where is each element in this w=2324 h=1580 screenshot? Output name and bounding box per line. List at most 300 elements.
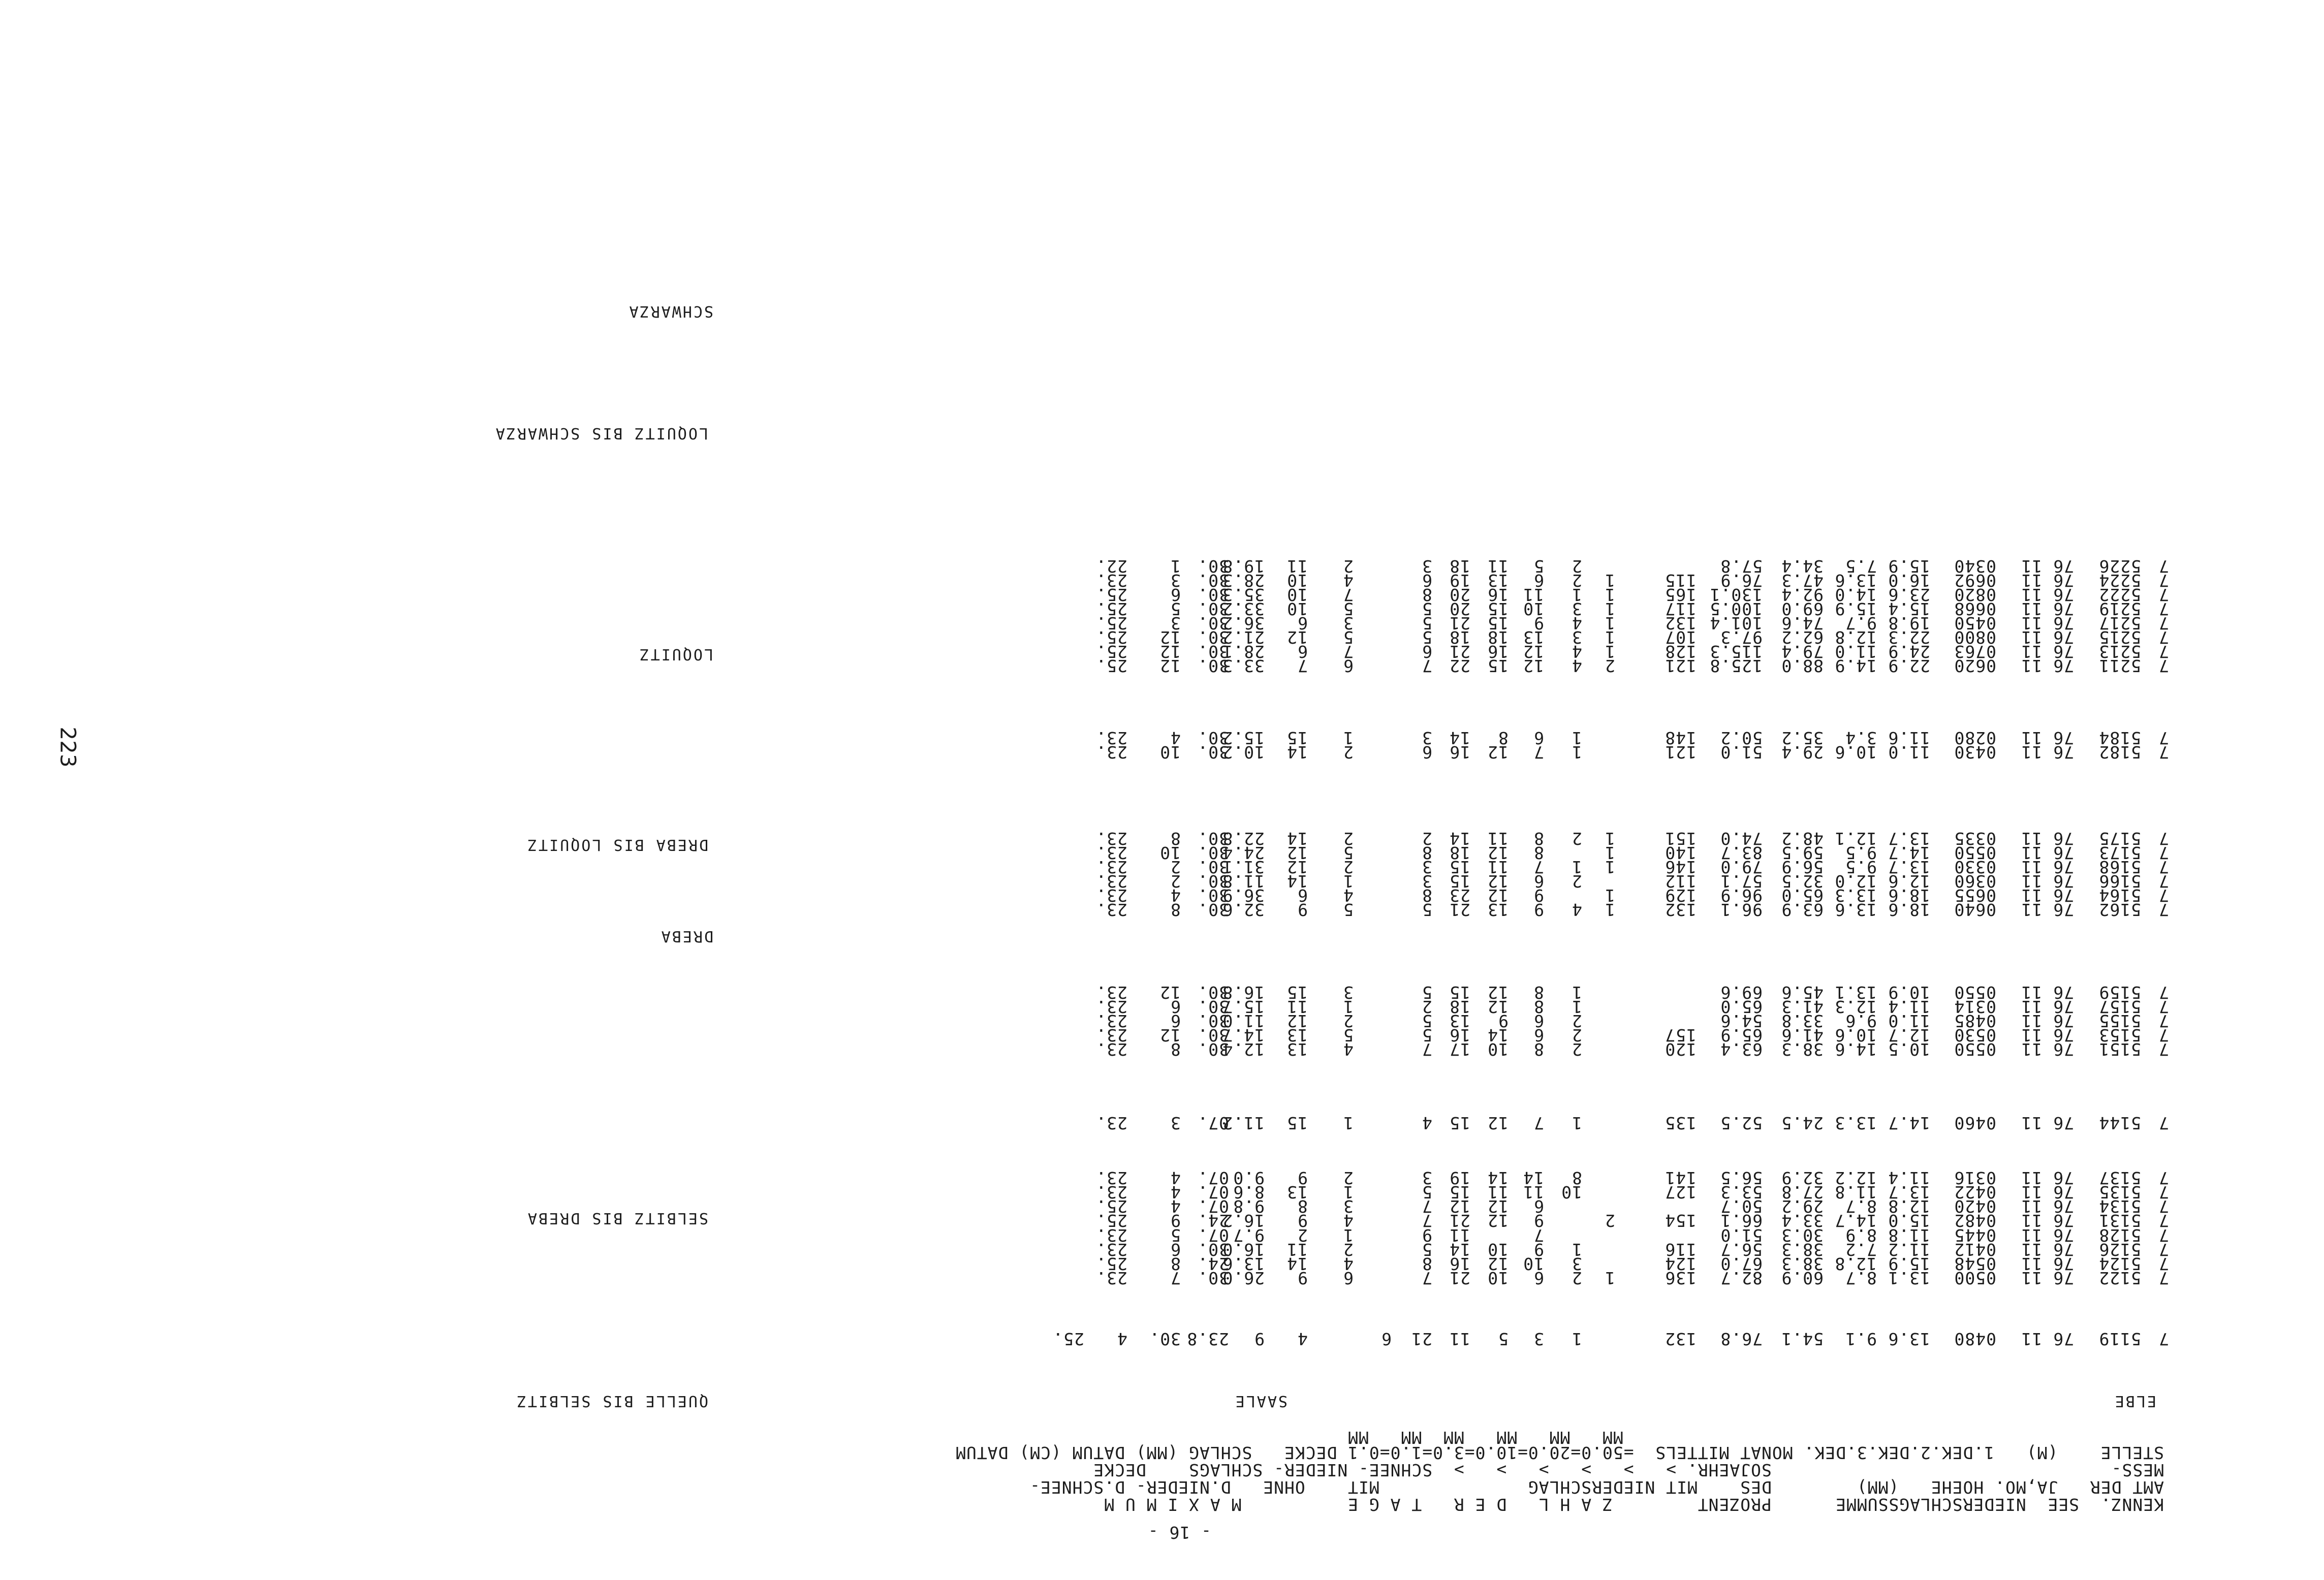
table-cell: 25. — [1095, 1211, 1127, 1230]
table-cell: 76 11 — [2021, 1182, 2074, 1202]
table-cell: 47.3 — [1781, 571, 1824, 590]
table-cell: 9.6 — [1845, 1011, 1877, 1031]
table-cell: 15.2 — [1222, 728, 1265, 748]
table-cell: 1 — [1605, 585, 1615, 605]
table-cell: 6 — [1170, 1240, 1181, 1259]
table-cell: 4 — [1297, 1329, 1308, 1349]
table-cell: 1 — [1572, 997, 1582, 1017]
table-cell: 82.7 — [1720, 1268, 1763, 1288]
table-cell: 21 — [1449, 900, 1470, 920]
table-cell: 3 — [1170, 1113, 1181, 1133]
table-cell: 30. — [1197, 983, 1229, 1002]
table-cell: 30. — [1197, 1011, 1229, 1031]
table-cell: 7 — [1533, 857, 1544, 877]
table-cell: 5 — [1343, 599, 1354, 619]
table-cell: 13.3 — [1834, 886, 1877, 905]
table-cell: 6 — [1343, 656, 1354, 676]
table-cell: 11 — [1449, 1225, 1470, 1245]
table-cell: 12 — [1286, 843, 1308, 863]
table-cell: 15 — [1449, 871, 1470, 891]
table-cell: 11 — [1523, 585, 1544, 605]
table-cell: 1 — [1605, 613, 1615, 633]
table-cell: 3 — [1343, 1196, 1354, 1216]
table-cell: 24. — [1197, 1254, 1229, 1274]
table-cell: 120 — [1665, 1039, 1697, 1059]
table-cell: 4 — [1422, 1113, 1432, 1133]
table-cell: 0548 — [1954, 1254, 1996, 1274]
table-cell: 5 — [1170, 599, 1181, 619]
table-cell: 2 — [1343, 556, 1354, 576]
table-cell: 20 — [1449, 585, 1470, 605]
table-cell: 2 — [1605, 656, 1615, 676]
table-cell: 5 — [1422, 599, 1432, 619]
table-cell: 50.2 — [1720, 728, 1763, 748]
table-cell: 50.7 — [1720, 1196, 1763, 1216]
table-cell: 2 — [1297, 1225, 1308, 1245]
table-cell: 5173 — [2098, 843, 2141, 863]
table-cell: 33.4 — [1781, 1211, 1824, 1230]
table-cell: 5219 — [2098, 599, 2141, 619]
table-cell: 117 — [1665, 599, 1697, 619]
table-cell: 100.5 — [1709, 599, 1763, 619]
table-cell: 2 — [1572, 1268, 1582, 1288]
table-cell: 11.4 — [1888, 1168, 1930, 1188]
table-cell: 76 11 — [2021, 1113, 2074, 1133]
table-cell: 57.8 — [1720, 556, 1763, 576]
table-cell: 3 — [1422, 728, 1432, 748]
table-cell: 135 — [1665, 1113, 1697, 1133]
table-cell: 35.2 — [1781, 728, 1824, 748]
table-cell: 0620 — [1954, 656, 1996, 676]
header-line-3: MESS- SOJAEHR. > > > > > > SCHNEE- NIEDER- SCHLAGS DECKE — [1093, 1460, 2164, 1480]
table-cell: 4 — [1572, 642, 1582, 661]
table-cell: 7 — [2158, 1225, 2169, 1245]
table-cell: 12 — [1286, 1011, 1308, 1031]
table-cell: 76 11 — [2021, 997, 2074, 1017]
table-cell: 0280 — [1954, 728, 1996, 748]
table-cell: 22.9 — [1888, 656, 1930, 676]
table-cell: 1 — [1605, 627, 1615, 647]
table-cell: 11.6 — [1888, 728, 1930, 748]
table-cell: 76 11 — [2021, 857, 2074, 877]
table-cell: 2 — [1343, 857, 1354, 877]
table-cell: 4 — [1572, 656, 1582, 676]
table-cell: 0820 — [1954, 585, 1996, 605]
table-cell: 59.5 — [1781, 843, 1824, 863]
table-cell: 10.6 — [1834, 742, 1877, 762]
table-cell: 32.9 — [1781, 1168, 1824, 1188]
table-cell: 23. — [1095, 1240, 1127, 1259]
table-cell: 5168 — [2098, 857, 2141, 877]
table-cell: 116 — [1665, 1240, 1697, 1259]
table-cell: 5 — [1422, 1025, 1432, 1045]
table-cell: 10 — [1523, 599, 1544, 619]
table-cell: 141 — [1665, 1168, 1697, 1188]
table-cell: 30. — [1197, 571, 1229, 590]
table-cell: 13.7 — [1888, 829, 1930, 848]
table-cell: 11 — [1487, 1182, 1509, 1202]
table-cell: 6 — [1533, 871, 1544, 891]
table-cell: 14.7 — [1888, 1113, 1930, 1133]
table-cell: 2 — [1170, 871, 1181, 891]
table-cell: 7 — [1297, 656, 1308, 676]
table-cell: 10 — [1286, 571, 1308, 590]
table-cell: 76 11 — [2021, 1196, 2074, 1216]
table-cell: 34.4 — [1781, 556, 1824, 576]
table-cell: 7 — [2158, 983, 2169, 1002]
table-cell: 7 — [2158, 857, 2169, 877]
table-cell: 76 11 — [2021, 656, 2074, 676]
table-cell: 14.7 — [1834, 1211, 1877, 1230]
table-cell: 6 — [1297, 613, 1308, 633]
table-cell: 76 11 — [2021, 599, 2074, 619]
table-cell: 0668 — [1954, 599, 1996, 619]
table-cell: 0500 — [1954, 1268, 1996, 1288]
table-cell: 19.8 — [1888, 613, 1930, 633]
table-cell: 24. — [1197, 1211, 1229, 1230]
table-cell: 15 — [1286, 728, 1308, 748]
table-cell: 76 11 — [2021, 642, 2074, 661]
table-cell: 2 — [1572, 1025, 1582, 1045]
table-cell: 12 — [1159, 1025, 1181, 1045]
header-line-1: KENNZ. SEE NIEDERSCHLAGSSUMME PROZENT Z A H L D E R T A G E M A X I M U M — [1104, 1495, 2164, 1514]
table-cell: 12.1 — [1834, 829, 1877, 848]
table-cell: 30.3 — [1781, 1225, 1824, 1245]
table-cell: 0314 — [1954, 997, 1996, 1017]
table-cell: 148 — [1665, 728, 1697, 748]
table-cell: 3 — [1422, 1168, 1432, 1188]
table-cell: 18 — [1449, 843, 1470, 863]
table-cell: 45.6 — [1781, 983, 1824, 1002]
table-cell: 3 — [1343, 983, 1354, 1002]
table-cell: 6 — [1381, 1329, 1392, 1349]
table-cell: 15 — [1449, 857, 1470, 877]
table-cell: 12.0 — [1834, 871, 1877, 891]
table-cell: 10 — [1523, 1254, 1544, 1274]
table-cell: 2 — [1572, 1039, 1582, 1059]
table-cell: 0550 — [1954, 843, 1996, 863]
table-cell: 65.0 — [1781, 886, 1824, 905]
table-cell: 25. — [1095, 599, 1127, 619]
table-cell: 76 11 — [2021, 983, 2074, 1002]
table-cell: 30. — [1197, 656, 1229, 676]
table-cell: 6 — [1533, 571, 1544, 590]
table-cell: 32.6 — [1222, 900, 1265, 920]
table-cell: 22. — [1095, 556, 1127, 576]
table-cell: 12 — [1159, 983, 1181, 1002]
table-cell: 6 — [1297, 642, 1308, 661]
table-cell: 30. — [1197, 886, 1229, 905]
table-cell: 54.6 — [1720, 1011, 1763, 1031]
table-cell: 115 — [1665, 571, 1697, 590]
table-cell: 76 11 — [2021, 1039, 2074, 1059]
table-cell: 5126 — [2098, 1240, 2141, 1259]
table-cell: 1 — [1572, 1329, 1582, 1349]
table-cell: 69.6 — [1720, 983, 1763, 1002]
table-cell: 88.0 — [1781, 656, 1824, 676]
table-cell: 65.0 — [1720, 997, 1763, 1017]
table-cell: 76 11 — [2021, 1240, 2074, 1259]
table-cell: 18 — [1449, 997, 1470, 1017]
table-cell: 132 — [1665, 900, 1697, 920]
table-cell: 0550 — [1954, 1039, 1996, 1059]
table-cell: 12 — [1523, 642, 1544, 661]
table-cell: 13.6 — [1834, 571, 1877, 590]
table-cell: 9 — [1533, 1240, 1544, 1259]
table-cell: 0460 — [1954, 1113, 1996, 1133]
table-cell: 10 — [1159, 742, 1181, 762]
table-cell: 52.5 — [1720, 1113, 1763, 1133]
table-cell: 8.9 — [1845, 1225, 1877, 1245]
table-cell: 76 11 — [2021, 843, 2074, 863]
table-cell: 4 — [1117, 1329, 1127, 1349]
table-cell: 16.0 — [1222, 1240, 1265, 1259]
table-cell: 0335 — [1954, 829, 1996, 848]
table-cell: 15 — [1487, 599, 1509, 619]
table-cell: 112 — [1665, 871, 1697, 891]
table-cell: 12 — [1487, 1211, 1509, 1230]
table-cell: 76 11 — [2021, 886, 2074, 905]
table-cell: 60.9 — [1781, 1268, 1824, 1288]
table-cell: 0360 — [1954, 871, 1996, 891]
table-cell: 30. — [1197, 599, 1229, 619]
table-cell: 10 — [1286, 585, 1308, 605]
table-cell: 11.2 — [1222, 1113, 1265, 1133]
table-cell: 5184 — [2098, 728, 2141, 748]
table-cell: 4 — [1170, 728, 1181, 748]
table-cell: 7 — [2158, 1329, 2169, 1349]
section-title: LOQUITZ — [638, 645, 713, 663]
table-cell: 8 — [1422, 843, 1432, 863]
table-cell: 9 — [1297, 1268, 1308, 1288]
table-cell: 24.5 — [1781, 1113, 1824, 1133]
header-line-4: STELLE (M) 1.DEK.2.DEK.3.DEK. MONAT MITTELS =50.0=20.0=10.0=3.0=1.0=0.1 DECKE SCHLAG (MM) DATUM (CM) DATUM — [955, 1443, 2164, 1463]
table-cell: 7 — [1343, 585, 1354, 605]
table-cell: 51.0 — [1720, 742, 1763, 762]
table-cell: 76 11 — [2021, 1168, 2074, 1188]
table-cell: 14 — [1523, 1168, 1544, 1188]
table-cell: 9 — [1533, 613, 1544, 633]
table-cell: 14 — [1286, 1254, 1308, 1274]
table-cell: 0480 — [1954, 1329, 1996, 1349]
header-line-2: AMT DER JA,MO. HOEHE (MM) DES MIT NIEDERSCHLAG MIT OHNE D.NIEDER- D.SCHNEE- — [1029, 1477, 2164, 1497]
table-cell: 14 — [1286, 871, 1308, 891]
table-cell: 17 — [1449, 1039, 1470, 1059]
table-cell: 21 — [1449, 1268, 1470, 1288]
table-cell: 5 — [1343, 900, 1354, 920]
table-cell: 5155 — [2098, 1011, 2141, 1031]
table-cell: 41.6 — [1781, 1025, 1824, 1045]
table-cell: 0485 — [1954, 1011, 1996, 1031]
table-cell: 56.5 — [1720, 1168, 1763, 1188]
table-cell: 12 — [1487, 871, 1509, 891]
table-cell: 7 — [2158, 829, 2169, 848]
table-cell: 15 — [1487, 656, 1509, 676]
table-cell: 65.9 — [1720, 1025, 1763, 1045]
table-cell: 9.8 — [1233, 1196, 1265, 1216]
table-cell: 25. — [1095, 585, 1127, 605]
table-cell: 7 — [2158, 1196, 2169, 1216]
table-cell: 76.9 — [1720, 571, 1763, 590]
table-cell: 32.5 — [1781, 871, 1824, 891]
table-cell: 121 — [1665, 742, 1697, 762]
table-cell: 21 — [1449, 642, 1470, 661]
table-cell: 5 — [1170, 1225, 1181, 1245]
table-cell: 4 — [1170, 886, 1181, 905]
table-cell: 10 — [1561, 1182, 1582, 1202]
table-cell: 30. — [1197, 857, 1229, 877]
table-cell: 8 — [1422, 1254, 1432, 1274]
table-cell: 12 — [1487, 886, 1509, 905]
table-cell: 25. — [1095, 642, 1127, 661]
table-cell: 4 — [1343, 886, 1354, 905]
table-cell: 19.8 — [1222, 556, 1265, 576]
table-cell: 7 — [1422, 1211, 1432, 1230]
table-cell: 07. — [1197, 1225, 1229, 1245]
table-cell: 16.2 — [1222, 1211, 1265, 1230]
table-cell: 12.8 — [1834, 1254, 1877, 1274]
table-cell: 5222 — [2098, 585, 2141, 605]
table-cell: 76 11 — [2021, 1254, 2074, 1274]
table-cell: 9 — [1422, 1225, 1432, 1245]
table-cell: 25. — [1095, 656, 1127, 676]
table-cell: 24.9 — [1888, 642, 1930, 661]
table-cell: 0412 — [1954, 1240, 1996, 1259]
table-cell: 74.0 — [1720, 829, 1763, 848]
table-cell: 5 — [1343, 1025, 1354, 1045]
table-cell: 7 — [2158, 571, 2169, 590]
table-cell: 30. — [1197, 1268, 1229, 1288]
table-cell: 48.2 — [1781, 829, 1824, 848]
table-cell: 2 — [1422, 997, 1432, 1017]
table-cell: 76 11 — [2021, 571, 2074, 590]
table-cell: 7 — [2158, 1039, 2169, 1059]
table-cell: 8 — [1533, 843, 1544, 863]
table-cell: 33.3 — [1222, 656, 1265, 676]
table-cell: 15 — [1487, 613, 1509, 633]
table-cell: 5135 — [2098, 1182, 2141, 1202]
table-cell: 115.3 — [1709, 642, 1763, 661]
table-cell: 6 — [1533, 1268, 1544, 1288]
table-cell: 13.3 — [1834, 1113, 1877, 1133]
table-cell: 22 — [1449, 656, 1470, 676]
table-cell: 9.0 — [1233, 1168, 1265, 1188]
table-cell: 13.7 — [1888, 857, 1930, 877]
table-cell: 63.4 — [1720, 1039, 1763, 1059]
table-cell: 23.8 — [1186, 1329, 1229, 1349]
table-cell: 31.1 — [1222, 857, 1265, 877]
table-cell: 0450 — [1954, 613, 1996, 633]
table-cell: 25. — [1095, 1196, 1127, 1216]
table-cell: 13.6 — [1888, 1329, 1930, 1349]
table-cell: 13 — [1449, 1011, 1470, 1031]
table-cell: 124 — [1665, 1254, 1697, 1274]
table-cell: 7 — [2158, 1113, 2169, 1133]
table-cell: 136 — [1665, 1268, 1697, 1288]
table-cell: 18.6 — [1888, 900, 1930, 920]
table-cell: 0430 — [1954, 742, 1996, 762]
table-cell: 11 — [1487, 857, 1509, 877]
table-cell: 15.9 — [1888, 1254, 1930, 1274]
table-cell: 10.2 — [1222, 742, 1265, 762]
table-cell: 21 — [1449, 613, 1470, 633]
table-cell: 5162 — [2098, 900, 2141, 920]
table-cell: 24.4 — [1222, 843, 1265, 863]
table-cell: 14 — [1449, 728, 1470, 748]
table-cell: 3 — [1343, 613, 1354, 633]
table-cell: 16 — [1487, 585, 1509, 605]
table-cell: 12.7 — [1888, 1025, 1930, 1045]
table-cell: 14.7 — [1888, 843, 1930, 863]
table-cell: 14.7 — [1222, 1025, 1265, 1045]
table-cell: 12 — [1286, 857, 1308, 877]
table-cell: 07. — [1197, 1113, 1229, 1133]
table-cell: 3 — [1572, 627, 1582, 647]
table-cell: 14 — [1449, 1240, 1470, 1259]
table-cell: 8 — [1170, 900, 1181, 920]
table-cell: 23. — [1095, 1113, 1127, 1133]
table-cell: 74.6 — [1781, 613, 1824, 633]
table-cell: 25. — [1052, 1329, 1084, 1349]
table-cell: 51.0 — [1720, 1225, 1763, 1245]
table-cell: 30. — [1197, 900, 1229, 920]
table-cell: 38.3 — [1781, 1240, 1824, 1259]
table-cell: 16 — [1449, 1025, 1470, 1045]
table-cell: 23. — [1095, 900, 1127, 920]
table-cell: 1 — [1572, 983, 1582, 1002]
table-cell: 8 — [1533, 983, 1544, 1002]
table-cell: 7 — [2158, 886, 2169, 905]
table-cell: 7.2 — [1845, 1240, 1877, 1259]
section-title: LOQUITZ BIS SCHWARZA — [494, 424, 708, 442]
table-cell: 7 — [2158, 843, 2169, 863]
table-cell: 5128 — [2098, 1225, 2141, 1245]
table-cell: 7 — [2158, 1268, 2169, 1288]
table-cell: 9 — [1533, 1211, 1544, 1230]
table-cell: 11 — [1286, 997, 1308, 1017]
table-cell: 15.0 — [1888, 1211, 1930, 1230]
table-cell: 30. — [1197, 742, 1229, 762]
table-cell: 76.8 — [1720, 1329, 1763, 1349]
table-cell: 15 — [1286, 983, 1308, 1002]
table-cell: 8 — [1572, 1168, 1582, 1188]
table-cell: 30. — [1197, 843, 1229, 863]
table-cell: 15.9 — [1888, 556, 1930, 576]
table-cell: 9.7 — [1845, 613, 1877, 633]
table-cell: 2 — [1572, 1011, 1582, 1031]
section-title: DREBA — [659, 927, 713, 945]
table-cell: 18.6 — [1888, 886, 1930, 905]
table-cell: 130.1 — [1709, 585, 1763, 605]
table-cell: 26.0 — [1222, 1268, 1265, 1288]
table-cell: 12.3 — [1834, 997, 1877, 1017]
table-cell: 19 — [1449, 571, 1470, 590]
table-cell: 121 — [1665, 656, 1697, 676]
table-cell: 3 — [1422, 857, 1432, 877]
table-cell: 23. — [1095, 997, 1127, 1017]
table-cell: 0800 — [1954, 627, 1996, 647]
table-cell: 5 — [1422, 1240, 1432, 1259]
table-cell: 11.0 — [1834, 642, 1877, 661]
table-cell: 107 — [1665, 627, 1697, 647]
table-cell: 5211 — [2098, 656, 2141, 676]
table-cell: 62.2 — [1781, 627, 1824, 647]
table-cell: 6 — [1170, 1011, 1181, 1031]
table-cell: 12 — [1487, 983, 1509, 1002]
table-cell: 7 — [2158, 585, 2169, 605]
table-cell: 76 11 — [2021, 1011, 2074, 1031]
table-cell: 9.5 — [1845, 843, 1877, 863]
